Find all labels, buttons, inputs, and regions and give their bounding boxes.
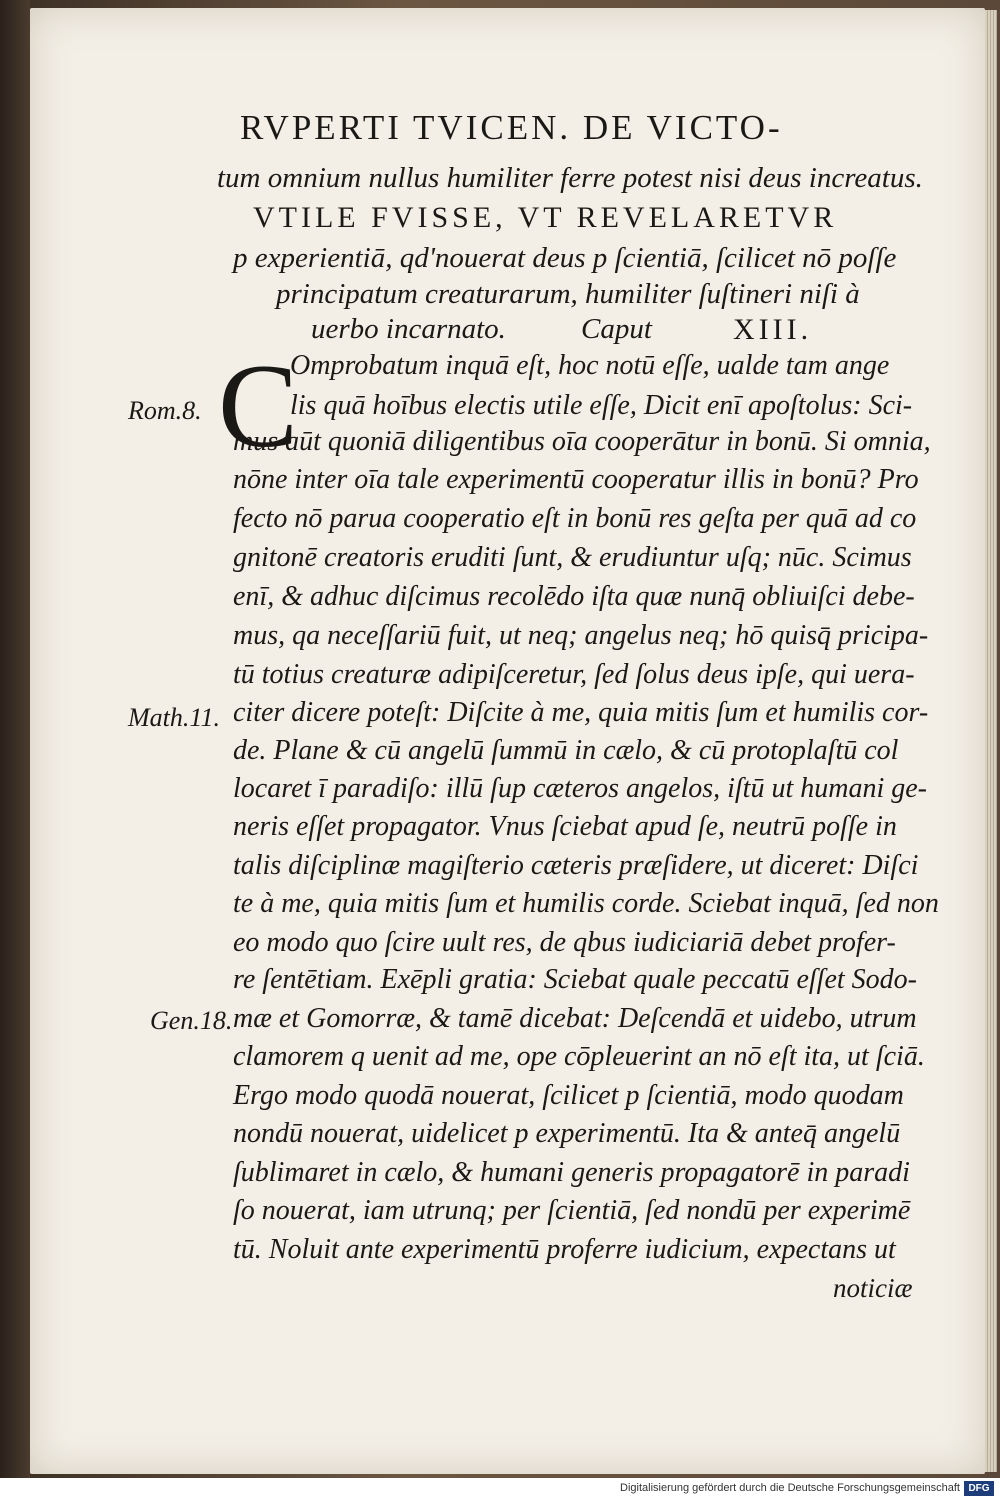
title-line-4: principatum creaturarum, humiliter ſuſtineri niſi à <box>276 278 860 310</box>
body-line: locaret ī paradiſo: illū ſup cæteros angelos, iſtū ut humani ge- <box>233 773 927 804</box>
body-line: Ergo modo quodā nouerat, ſcilicet p ſcientiā, modo quodam <box>233 1080 904 1111</box>
catchword: noticiæ <box>833 1273 913 1303</box>
dfg-logo: DFG <box>964 1481 994 1496</box>
body-line: gnitonē creatoris eruditi ſunt, & erudiuntur uſq; nūc. Scimus <box>233 542 912 573</box>
title-line-3: p experientiā, qd'nouerat deus p ſcientiā, ſcilicet nō poſſe <box>233 242 897 274</box>
body-line: ſo nouerat, iam utrunq; per ſcientiā, ſed nondū per experimē <box>233 1195 911 1226</box>
margin-note-matthew: Math.11. <box>128 703 220 732</box>
body-line: clamorem q uenit ad me, ope cōpleuerint an nō eſt ita, ut ſciā. <box>233 1041 925 1072</box>
body-line: te à me, quia mitis ſum et humilis corde. Sciebat inquā, ſed non <box>233 888 939 919</box>
footer-bar <box>0 1478 1000 1501</box>
caput-label: Caput <box>581 313 652 345</box>
body-line: fecto nō parua cooperatio eſt in bonū res geſta per quā ad co <box>233 503 917 534</box>
body-line: nondū nouerat, uidelicet p experimentū. Ita & anteq̄ angelū <box>233 1118 901 1149</box>
body-line: mus aūt quoniā diligentibus oīa cooperātur in bonū. Si omnia, <box>233 426 931 457</box>
body-line: lis quā hoībus electis utile eſſe, Dicit enī apoſtolus: Sci- <box>290 390 913 421</box>
body-line: ſublimaret in cælo, & humani generis propagatorē in paradi <box>233 1157 910 1188</box>
body-line: talis diſciplinæ magiſterio cæteris præſidere, ut diceret: Diſci <box>233 850 919 881</box>
margin-note-genesis: Gen.18. <box>150 1006 233 1035</box>
title-line-1: tum omnium nullus humiliter ferre potest nisi deus increatus. <box>217 162 923 194</box>
body-line: tū. Noluit ante experimentū proferre iudicium, expectans ut <box>233 1234 896 1265</box>
body-line: mæ et Gomorræ, & tamē dicebat: Deſcendā et uidebo, utrum <box>233 1003 917 1034</box>
chapter-number: XIII. <box>733 313 813 346</box>
body-line: mus, qa neceſſariū fuit, ut neq; angelus neq; hō quisq̄ pricipa- <box>233 620 929 651</box>
footer-credit: Digitalisierung gefördert durch die Deutsche Forschungsgemeinschaft <box>620 1482 960 1494</box>
page-edge <box>985 10 997 1472</box>
drop-cap: C <box>218 339 299 472</box>
spine <box>0 0 30 1478</box>
title-line-5: uerbo incarnato. <box>311 313 506 345</box>
body-line: nōne inter oīa tale experimentū cooperatur illis in bonū? Pro <box>233 464 919 495</box>
body-line: de. Plane & cū angelū ſummū in cælo, & cū protoplaſtū col <box>233 735 899 766</box>
body-line: enī, & adhuc diſcimus recolēdo iſta quæ nunq̄ obliuiſci debe- <box>233 581 915 612</box>
running-header: RVPERTI TVICEN. DE VICTO- <box>240 108 783 147</box>
body-line: eo modo quo ſcire uult res, de qbus iudiciariā debet profer- <box>233 927 896 958</box>
body-line: citer dicere poteſt: Diſcite à me, quia mitis ſum et humilis cor- <box>233 697 929 728</box>
body-line: re ſentētiam. Exēpli gratia: Sciebat quale peccatū eſſet Sodo- <box>233 964 917 995</box>
title-line-2: VTILE FVISSE, VT REVELARETVR <box>253 201 838 234</box>
body-line: tū totius creaturæ adipiſceretur, ſed ſolus deus ipſe, qui uera- <box>233 659 915 690</box>
body-line: Omprobatum inquā eſt, hoc notū eſſe, ualde tam ange <box>290 350 890 381</box>
margin-note-romans: Rom.8. <box>128 396 202 425</box>
body-line: neris eſſet propagator. Vnus ſciebat apud ſe, neutrū poſſe in <box>233 811 897 842</box>
